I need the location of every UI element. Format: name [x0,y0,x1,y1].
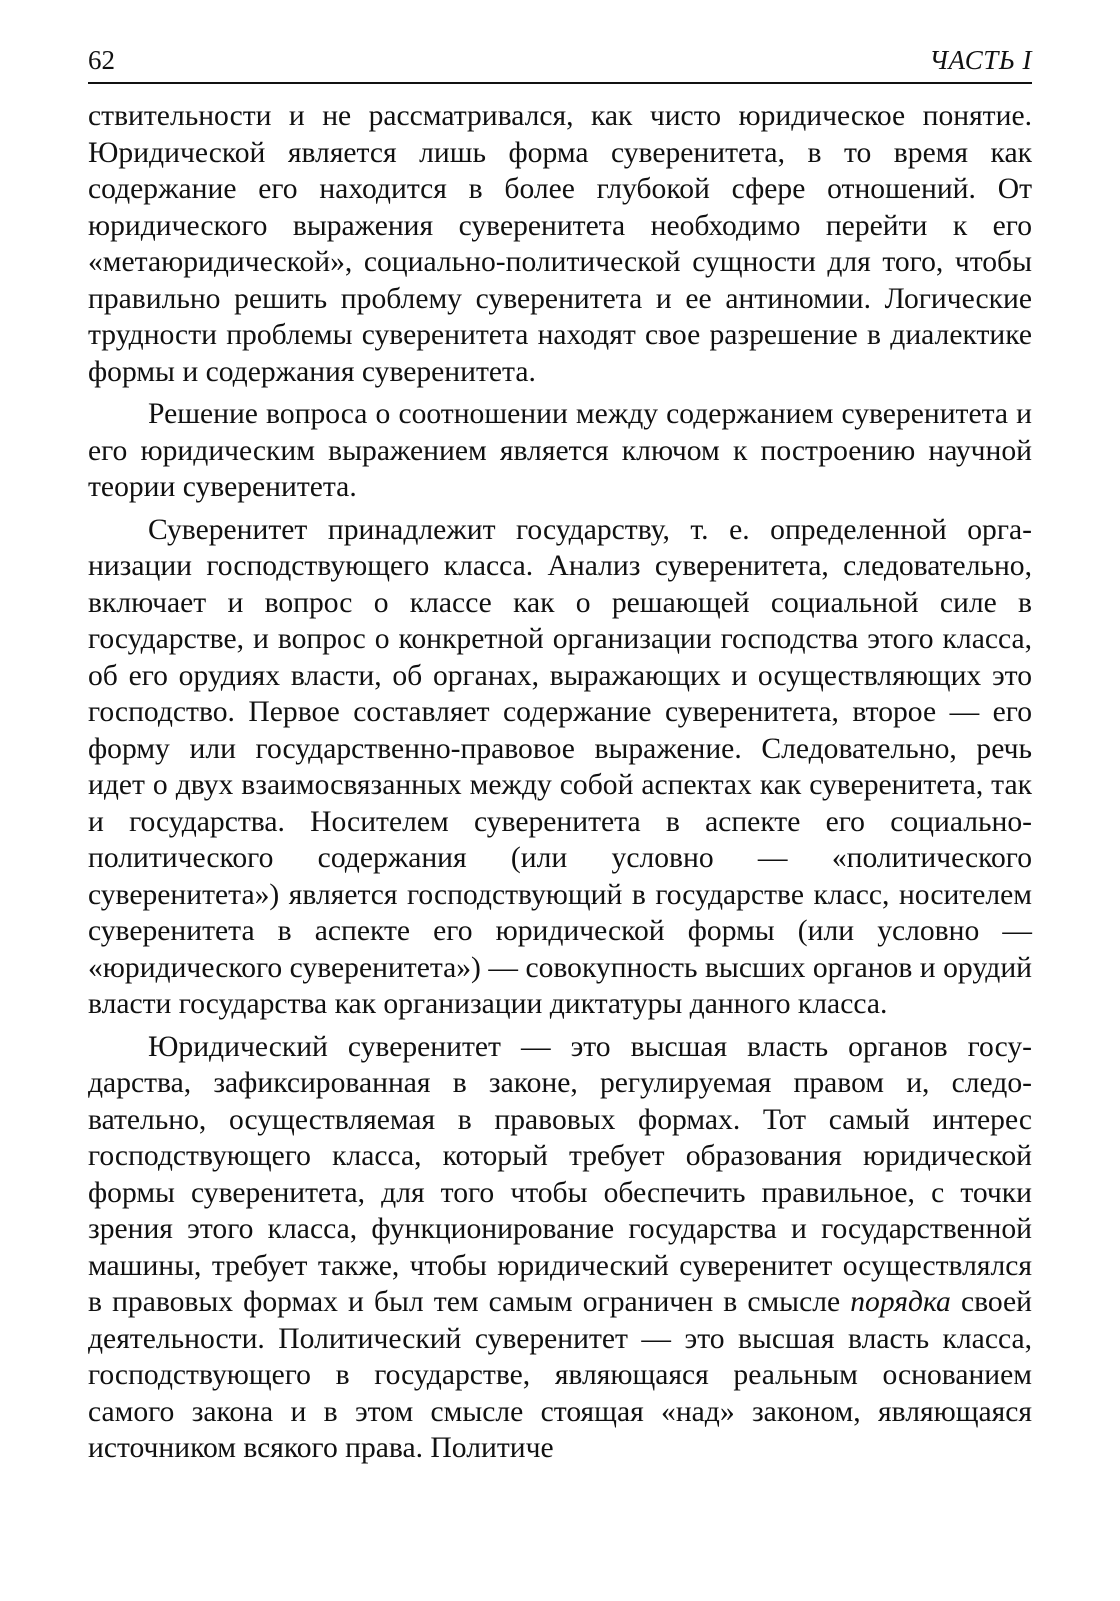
chapter-title: ЧАСТЬ I [929,45,1032,75]
running-head [88,38,1032,84]
paragraph-4-part-1: Юридический суверенитет — это высшая власть органов государства, зафиксированная в законе, регулируемая правом и, следовательно, осуществляемая в правовых формах. Тот самый интерес господствующего класса, который требует образования юридической формы суверенитета, для того чтобы обеспечить правильное, с точки зрения этого класса, функционирование государства и государственной машины, требует также, чтобы юридический суверенитет осуществлялся в правовых формах и был тем самым ограничен в смысле [88,1030,1032,1318]
body-text [88,98,1032,1467]
page-number: 62 [88,45,115,75]
emphasis-poryadka: порядка [850,1286,951,1318]
paragraph-3: Суверенитет принадлежит государству, т. е. определенной организации господствующего класса. Анализ суверенитета, следовательно, включает и вопрос о классе как о решающей социальной силе в государстве, и вопрос о конкретной организации господства этого класса, об его орудиях власти, об органах, выражающих и осуществляющих это господство. Первое составляет содержание суверенитета, второе — его форму или государственно-правовое выражение. Следовательно, речь идет о двух взаимосвязанных между собой аспектах как суверенитета, так и государства. Носителем суверенитета в аспекте его социально-политического содержания (или условно — «политического суверенитета») является господствующий в государстве класс, носителем суверенитета в аспекте его юридической формы (или условно — «юридического суверенитета») — совокупность высших органов и орудий власти государства как организации диктатуры данного класса. [88,513,1032,1020]
paragraph-1: ствительности и не рассматривался, как чисто юридическое понятие. Юридической является лишь форма суверенитета, в то время как содержание его находится в более глубокой сфере отношений. От юридического выражения суверенитета необходимо перейти к его «метаюридической», социально-политической сущности для того, чтобы правильно решить проблему суверенитета и ее антиномии. Логические трудности проблемы суверенитета находят свое разрешение в диалектике формы и содержания суверенитета. [88,100,1032,388]
book-page [88,38,1032,1473]
paragraph-2: Решение вопроса о соотношении между содержанием суверенитета и его юридическим выражением является ключом к построению научной теории суверенитета. [88,398,1032,503]
paragraph-4-part-2: своей деятельности. Политический суверенитет — это высшая власть класса, господствующего в государстве, являющаяся реальным основанием самого закона и в этом смысле стоящая «над» законом, являющаяся источником всякого права. Политиче [88,1286,1032,1464]
paragraph-4 [88,1029,1032,1467]
